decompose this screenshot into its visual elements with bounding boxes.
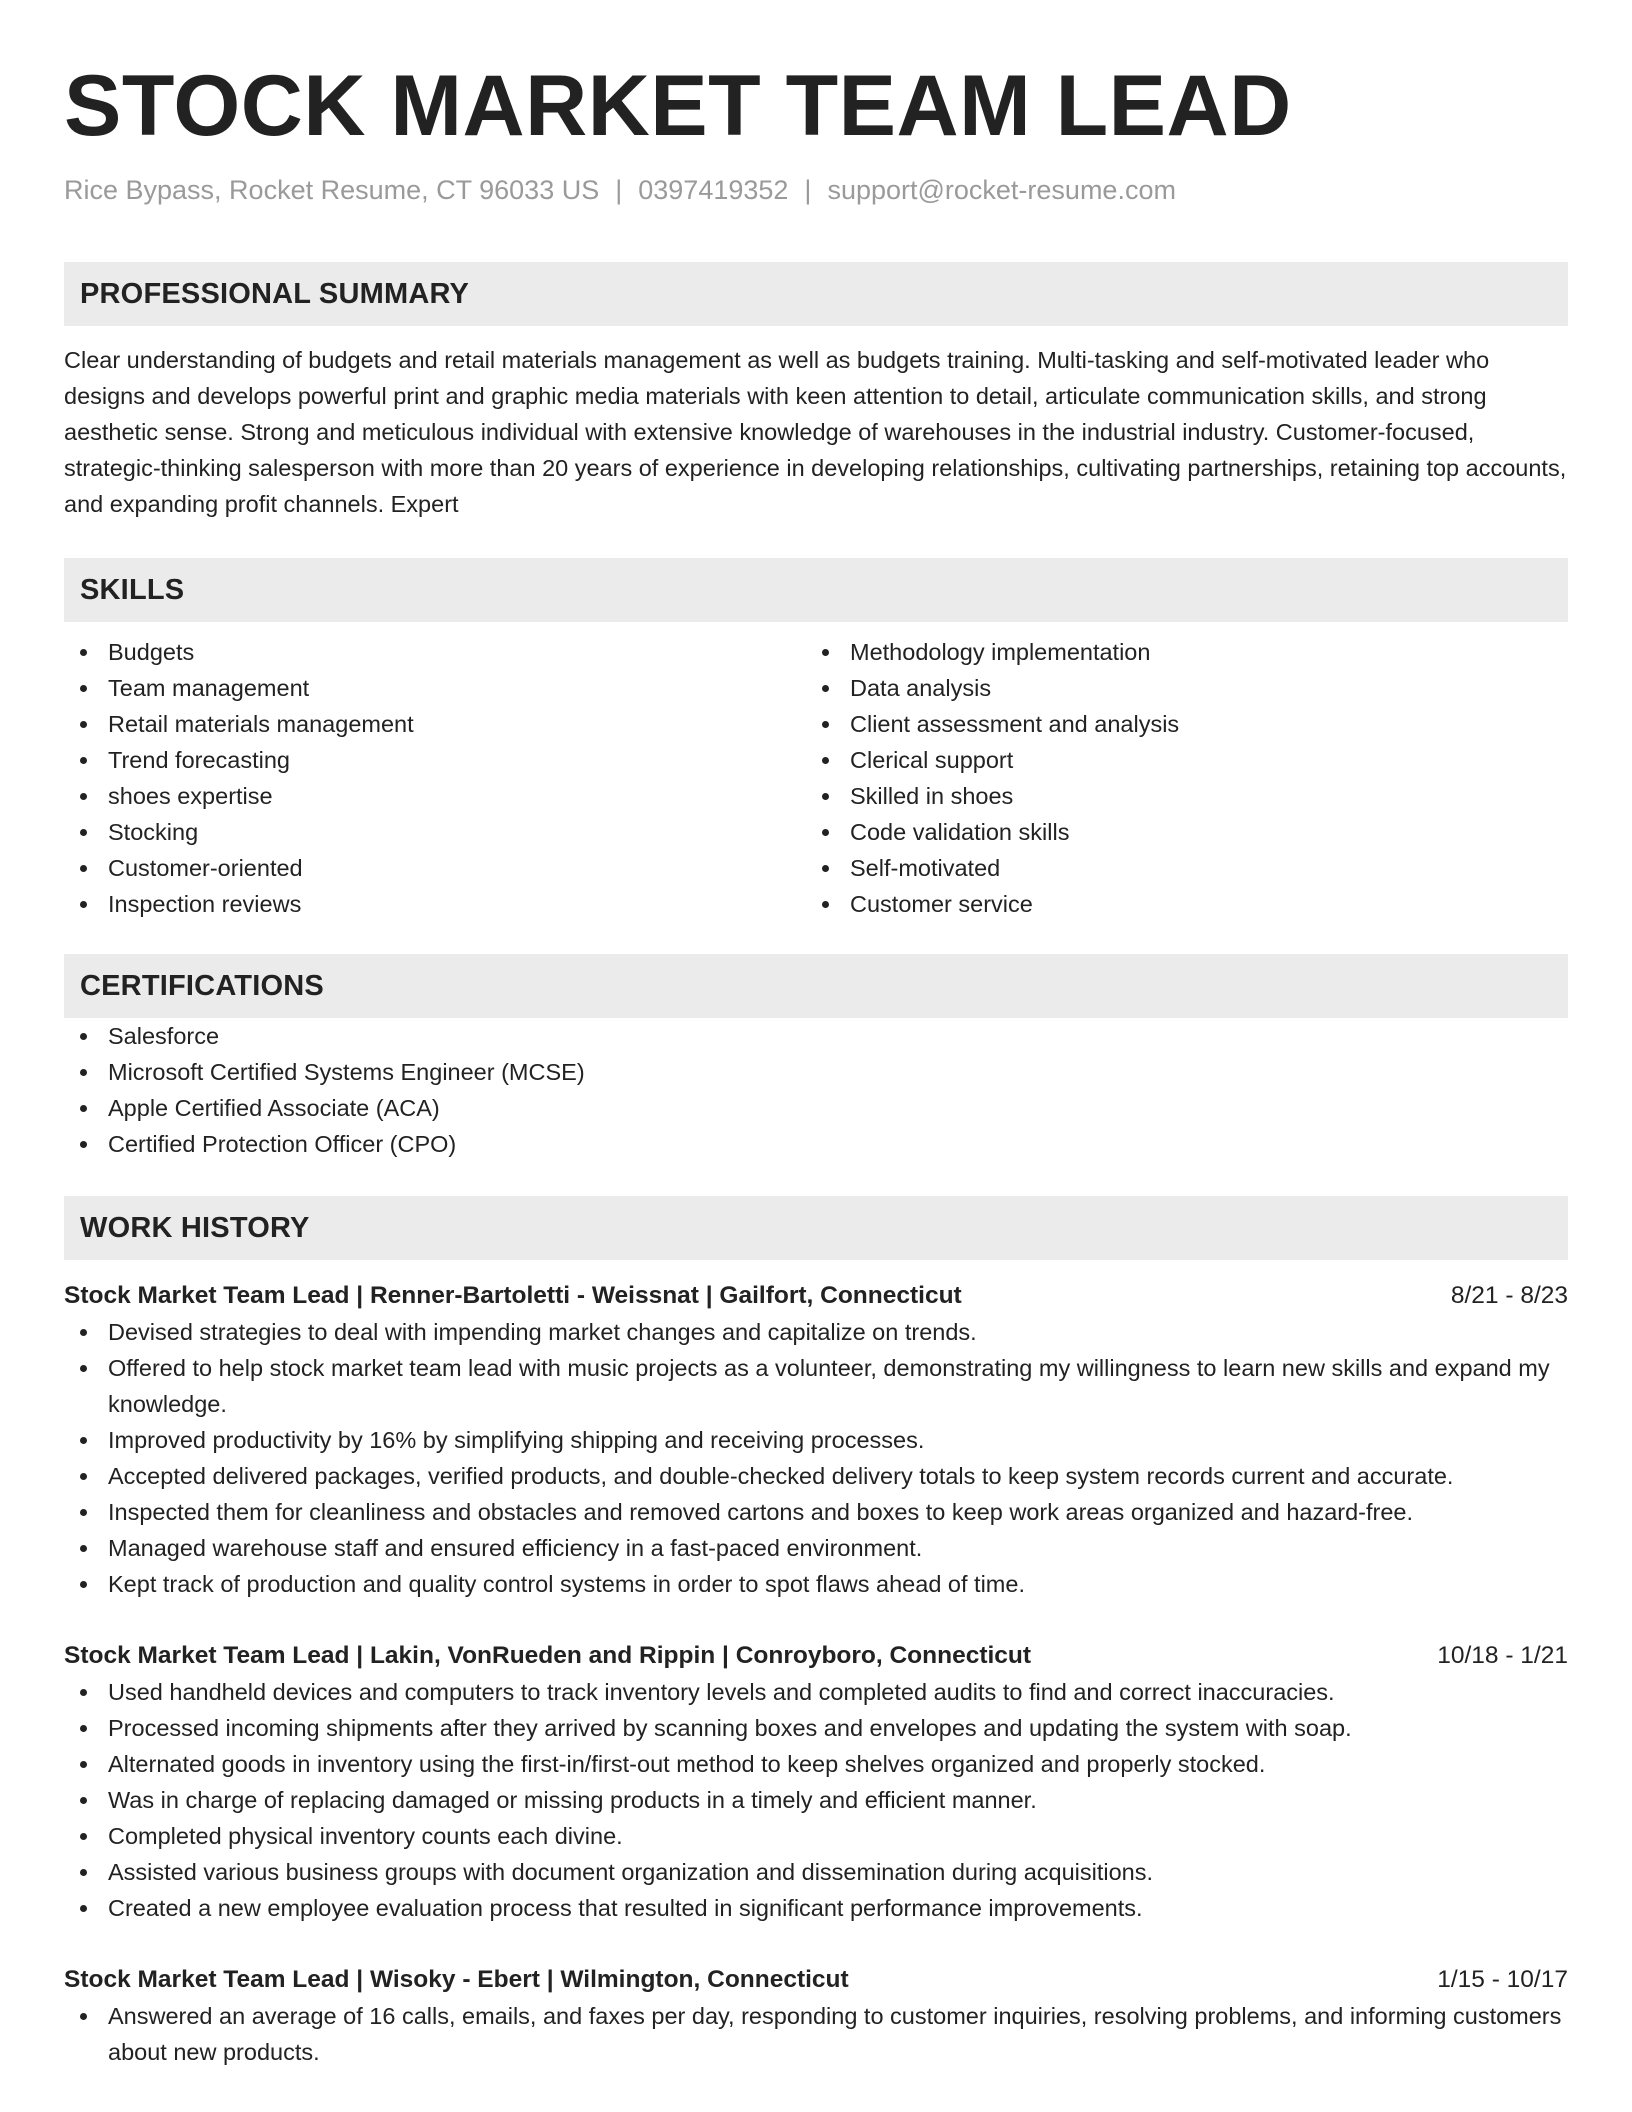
certifications-list — [64, 1018, 1568, 1162]
job-bullet-list — [64, 1674, 1568, 1926]
work-history-list — [64, 1278, 1568, 2070]
job-entry — [64, 1962, 1568, 2070]
job-bullet: Was in charge of replacing damaged or missing products in a timely and efficient manner. — [64, 1782, 1568, 1818]
section-header-skills: SKILLS — [64, 558, 1568, 622]
job-bullet: Offered to help stock market team lead with music projects as a volunteer, demonstrating my willingness to learn new skills and expand my knowledge. — [64, 1350, 1568, 1422]
skill-item: shoes expertise — [64, 778, 806, 814]
skill-item: Clerical support — [806, 742, 1548, 778]
job-title: Stock Market Team Lead | Renner-Bartoletti - Weissnat | Gailfort, Connecticut — [64, 1282, 962, 1309]
skill-item: Customer service — [806, 886, 1548, 922]
section-header-certifications: CERTIFICATIONS — [64, 954, 1568, 1018]
resume-page — [64, 0, 1568, 2070]
job-header — [64, 1278, 1568, 1314]
job-bullet: Accepted delivered packages, verified products, and double-checked delivery totals to keep system records current and accurate. — [64, 1458, 1568, 1494]
skill-item: Trend forecasting — [64, 742, 806, 778]
job-bullet: Kept track of production and quality control systems in order to spot flaws ahead of time. — [64, 1566, 1568, 1602]
skill-item: Skilled in shoes — [806, 778, 1548, 814]
job-bullet-list — [64, 1314, 1568, 1602]
certification-item: Salesforce — [64, 1018, 1568, 1054]
job-bullet: Used handheld devices and computers to track inventory levels and completed audits to find and correct inaccuracies. — [64, 1674, 1568, 1710]
skills-list-right — [806, 634, 1548, 922]
skill-item: Retail materials management — [64, 706, 806, 742]
job-bullet: Managed warehouse staff and ensured efficiency in a fast-paced environment. — [64, 1530, 1568, 1566]
contact-line — [64, 172, 1568, 208]
job-title: Stock Market Team Lead | Wisoky - Ebert | Wilmington, Connecticut — [64, 1966, 849, 1993]
skill-item: Data analysis — [806, 670, 1548, 706]
job-bullet: Inspected them for cleanliness and obstacles and removed cartons and boxes to keep work areas organized and hazard-free. — [64, 1494, 1568, 1530]
job-bullet: Improved productivity by 16% by simplifying shipping and receiving processes. — [64, 1422, 1568, 1458]
job-dates: 10/18 - 1/21 — [1437, 1642, 1568, 1669]
job-entry — [64, 1278, 1568, 1602]
contact-email: support@rocket-resume.com — [827, 175, 1176, 205]
job-bullet: Alternated goods in inventory using the first-in/first-out method to keep shelves organized and properly stocked. — [64, 1746, 1568, 1782]
job-entry — [64, 1638, 1568, 1926]
skill-item: Client assessment and analysis — [806, 706, 1548, 742]
skill-item: Self-motivated — [806, 850, 1548, 886]
job-bullet: Created a new employee evaluation process that resulted in significant performance improvements. — [64, 1890, 1568, 1926]
section-header-work-history: WORK HISTORY — [64, 1196, 1568, 1260]
job-bullet: Assisted various business groups with document organization and dissemination during acquisitions. — [64, 1854, 1568, 1890]
skills-column-left — [64, 634, 806, 922]
skill-item: Budgets — [64, 634, 806, 670]
skill-item: Methodology implementation — [806, 634, 1548, 670]
skill-item: Inspection reviews — [64, 886, 806, 922]
job-bullet: Devised strategies to deal with impending market changes and capitalize on trends. — [64, 1314, 1568, 1350]
contact-phone: 0397419352 — [638, 175, 789, 205]
certification-item: Microsoft Certified Systems Engineer (MCSE) — [64, 1054, 1568, 1090]
job-bullet: Completed physical inventory counts each divine. — [64, 1818, 1568, 1854]
contact-separator: | — [615, 175, 623, 205]
job-header — [64, 1638, 1568, 1674]
job-dates: 8/21 - 8/23 — [1450, 1282, 1568, 1309]
job-bullet-list — [64, 1998, 1568, 2070]
certification-item: Certified Protection Officer (CPO) — [64, 1126, 1568, 1162]
summary-text: Clear understanding of budgets and retail materials management as well as budgets training. Multi-tasking and self-motivated leader who designs and develops powerful print and graphic media materials with keen attention to detail, articulate communication skills, and strong aesthetic sense. Strong and meticulous individual with extensive knowledge of warehouses in the industrial industry. Customer-focused, strategic-thinking salesperson with more than 20 years of experience in developing relationships, cultivating partnerships, retaining top accounts, and expanding profit channels. Expert — [64, 347, 1567, 517]
contact-address: Rice Bypass, Rocket Resume, CT 96033 US — [64, 175, 600, 205]
job-header — [64, 1962, 1568, 1998]
certification-item: Apple Certified Associate (ACA) — [64, 1090, 1568, 1126]
skill-item: Stocking — [64, 814, 806, 850]
job-bullet: Processed incoming shipments after they arrived by scanning boxes and envelopes and updating the system with soap. — [64, 1710, 1568, 1746]
skills-list-left — [64, 634, 806, 922]
contact-separator: | — [804, 175, 812, 205]
job-dates: 1/15 - 10/17 — [1437, 1966, 1568, 1993]
skills-grid — [64, 634, 1568, 922]
job-title: Stock Market Team Lead | Lakin, VonRueden and Rippin | Conroyboro, Connecticut — [64, 1642, 1032, 1669]
job-bullet: Answered an average of 16 calls, emails, and faxes per day, responding to customer inquiries, resolving problems, and informing customers about new products. — [64, 1998, 1568, 2070]
skill-item: Customer-oriented — [64, 850, 806, 886]
section-header-summary: PROFESSIONAL SUMMARY — [64, 262, 1568, 326]
skills-column-right — [806, 634, 1548, 922]
skill-item: Code validation skills — [806, 814, 1548, 850]
candidate-name: STOCK MARKET TEAM LEAD — [64, 58, 1292, 154]
skill-item: Team management — [64, 670, 806, 706]
